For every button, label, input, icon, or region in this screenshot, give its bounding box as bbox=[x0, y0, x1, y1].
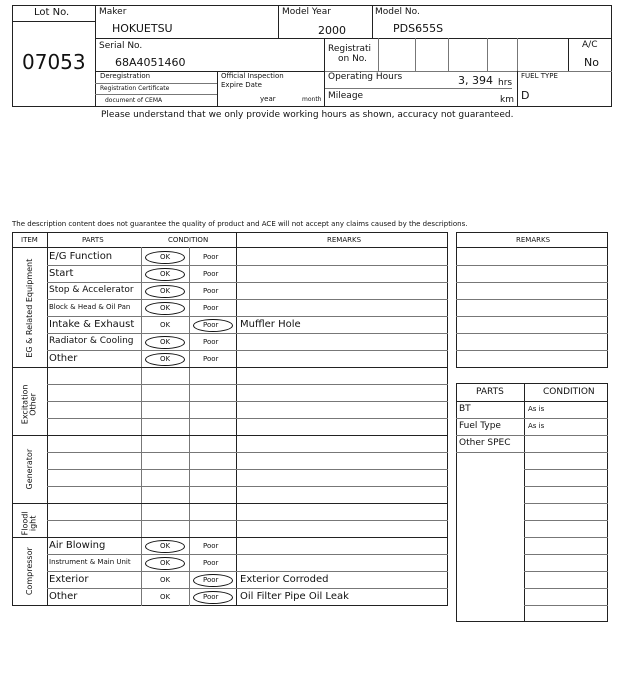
poor-label: Poor bbox=[203, 270, 219, 278]
expire-date-label: Expire Date bbox=[221, 81, 262, 89]
fuel-type-label: FUEL TYPE bbox=[521, 72, 558, 80]
part-block-head-oil-pan: Block & Head & Oil Pan bbox=[49, 303, 131, 311]
part-intake-exhaust: Intake & Exhaust bbox=[49, 319, 135, 330]
ok-label: OK bbox=[160, 253, 171, 261]
poor-label: Poor bbox=[203, 304, 219, 312]
part-start: Start bbox=[49, 268, 74, 279]
right-remarks-header: REMARKS bbox=[516, 236, 551, 244]
parts-header: PARTS bbox=[82, 236, 104, 244]
document-cema-label: document of CEMA bbox=[105, 97, 163, 104]
section-excitation: Excitation Other bbox=[20, 384, 38, 425]
section-generator: Generator bbox=[24, 448, 34, 490]
model-no-label: Model No. bbox=[375, 7, 420, 17]
remark-muffler-hole: Muffler Hole bbox=[240, 319, 301, 330]
lot-no-label: Lot No. bbox=[34, 7, 70, 18]
section-eg-related: EG & Related Equipment bbox=[24, 258, 34, 358]
accuracy-note: Please understand that we only provide working hours as shown, accuracy not guaranteed. bbox=[101, 110, 514, 120]
operating-hours-label: Operating Hours bbox=[328, 72, 403, 82]
poor-label: Poor bbox=[203, 338, 219, 346]
hrs-label: hrs bbox=[498, 78, 513, 88]
part-instrument-main-unit: Instrument & Main Unit bbox=[49, 558, 131, 566]
remarks-header: REMARKS bbox=[327, 236, 362, 244]
registration-label: Registrati bbox=[328, 44, 372, 54]
ac-value: No bbox=[584, 56, 599, 69]
ok-label: OK bbox=[160, 304, 171, 312]
km-label: km bbox=[500, 95, 514, 105]
mileage-label: Mileage bbox=[328, 91, 364, 101]
disclaimer: The description content does not guarantee the quality of product and ACE will not accept any claims caused by the descriptions. bbox=[12, 220, 468, 228]
serial-no-value: 68A4051460 bbox=[115, 56, 186, 69]
poor-label: Poor bbox=[203, 559, 219, 567]
model-year-value: 2000 bbox=[318, 24, 346, 37]
part-eg-function: E/G Function bbox=[49, 251, 113, 262]
poor-label: Poor bbox=[203, 576, 219, 584]
deregistration-label: Deregistration bbox=[100, 72, 151, 80]
spec-condition-fuel-type: As is bbox=[528, 422, 545, 430]
spec-condition-bt: As is bbox=[528, 405, 545, 413]
year-label: year bbox=[260, 95, 276, 103]
spec-condition-header: CONDITION bbox=[543, 387, 595, 397]
ok-label: OK bbox=[160, 287, 171, 295]
part-air-blowing: Air Blowing bbox=[49, 540, 106, 551]
maker-label: Maker bbox=[99, 7, 127, 17]
remark-oil-filter-pipe-leak: Oil Filter Pipe Oil Leak bbox=[240, 591, 349, 602]
serial-no-label: Serial No. bbox=[99, 41, 143, 51]
part-exterior: Exterior bbox=[49, 574, 89, 585]
spec-part-fuel-type: Fuel Type bbox=[459, 421, 501, 431]
spec-part-bt: BT bbox=[459, 404, 471, 414]
registration-certificate-label: Registration Certificate bbox=[100, 85, 170, 92]
spec-parts-header: PARTS bbox=[476, 387, 504, 397]
official-inspection-label: Official Inspection bbox=[221, 72, 284, 80]
poor-label: Poor bbox=[203, 287, 219, 295]
poor-label: Poor bbox=[203, 542, 219, 550]
spec-part-other-spec: Other SPEC bbox=[459, 438, 511, 448]
condition-header: CONDITION bbox=[168, 236, 209, 244]
ac-label: A/C bbox=[582, 40, 598, 50]
ok-label: OK bbox=[160, 593, 171, 601]
model-year-label: Model Year bbox=[282, 7, 331, 17]
ok-label: OK bbox=[160, 542, 171, 550]
ok-label: OK bbox=[160, 338, 171, 346]
fuel-type-value: D bbox=[521, 89, 530, 102]
poor-label: Poor bbox=[203, 593, 219, 601]
registration-label-2: on No. bbox=[338, 54, 368, 64]
ok-label: OK bbox=[160, 355, 171, 363]
section-floodlight: Floodl ight bbox=[20, 511, 38, 536]
poor-label: Poor bbox=[203, 321, 219, 329]
remark-exterior-corroded: Exterior Corroded bbox=[240, 574, 329, 585]
item-header: ITEM bbox=[21, 236, 38, 244]
ok-label: OK bbox=[160, 270, 171, 278]
poor-label: Poor bbox=[203, 355, 219, 363]
ok-label: OK bbox=[160, 559, 171, 567]
lot-number: 07053 bbox=[22, 50, 86, 74]
operating-hours-value: 3, 394 bbox=[458, 74, 493, 87]
ok-label: OK bbox=[160, 321, 171, 329]
maker-value: HOKUETSU bbox=[112, 22, 173, 35]
part-other-compressor: Other bbox=[49, 591, 78, 602]
part-other-eg: Other bbox=[49, 353, 78, 364]
month-label: month bbox=[302, 96, 322, 103]
part-stop-accelerator: Stop & Accelerator bbox=[49, 285, 134, 295]
poor-label: Poor bbox=[203, 253, 219, 261]
ok-label: OK bbox=[160, 576, 171, 584]
part-radiator-cooling: Radiator & Cooling bbox=[49, 336, 134, 346]
section-compressor: Compressor bbox=[24, 547, 34, 596]
model-no-value: PDS655S bbox=[393, 22, 444, 35]
